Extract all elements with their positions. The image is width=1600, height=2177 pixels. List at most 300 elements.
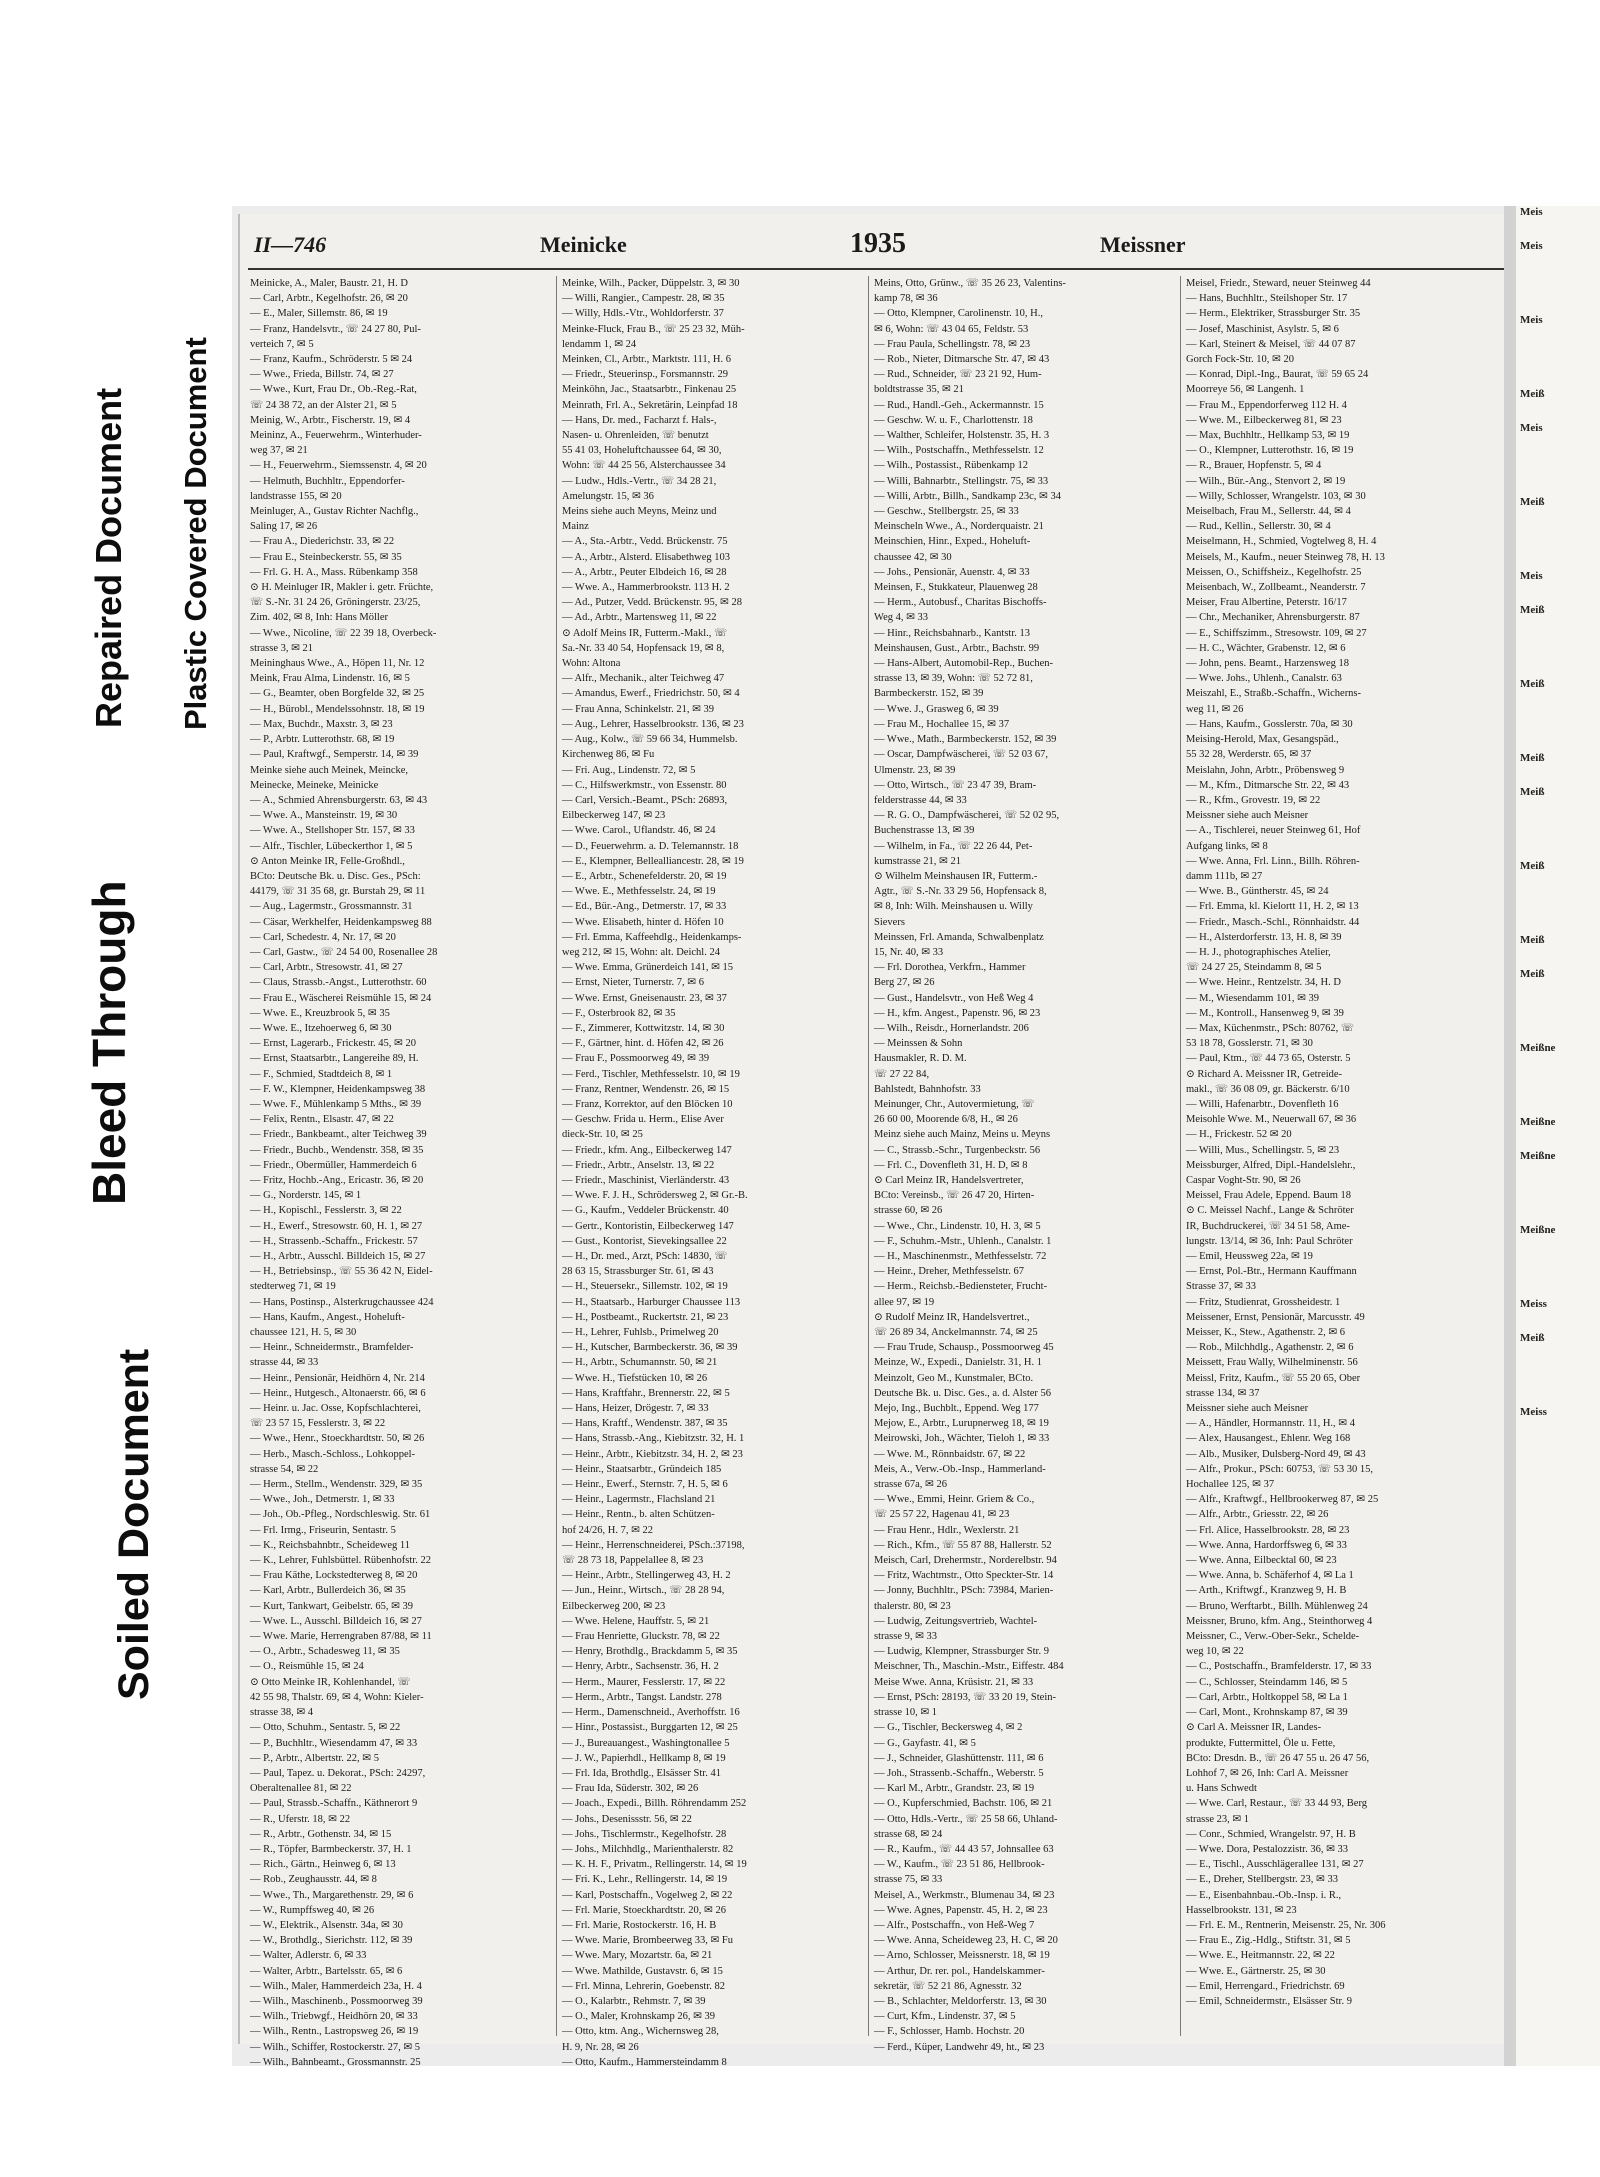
directory-entry: — K., Lehrer, Fuhlsbüttel. Rübenhofstr. 22 bbox=[250, 1555, 431, 1567]
directory-entry: Meinken, Cl., Arbtr., Marktstr. 111, H. 6 bbox=[562, 354, 731, 366]
directory-entry: Hasselbrookstr. 131, ✉ 23 bbox=[1186, 1904, 1297, 1916]
directory-entry: — O., Reismühle 15, ✉ 24 bbox=[250, 1661, 364, 1673]
directory-entry: ☏ S.-Nr. 31 24 26, Gröningerstr. 23/25, bbox=[250, 597, 421, 609]
directory-entry: strasse 13, ✉ 39, Wohn: ☏ 52 72 81, bbox=[874, 673, 1033, 685]
directory-entry: — Heinr., Ewerf., Sternstr. 7, H. 5, ✉ 6 bbox=[562, 1479, 728, 1491]
directory-entry: — Johs., Milchhdlg., Marienthalerstr. 82 bbox=[562, 1843, 734, 1855]
column-divider bbox=[556, 276, 557, 2036]
directory-entry: Meiselbach, Frau M., Sellerstr. 44, ✉ 4 bbox=[1186, 506, 1351, 518]
directory-entry: — Rud., Handl.-Geh., Ackermannstr. 15 bbox=[874, 399, 1044, 411]
directory-entry: Meiselmann, H., Schmied, Vogtelweg 8, H. 4 bbox=[1186, 536, 1377, 548]
directory-entry: — A., Sta.-Arbtr., Vedd. Brückenstr. 75 bbox=[562, 536, 728, 548]
directory-entry: — Kurt, Tankwart, Geibelstr. 65, ✉ 39 bbox=[250, 1600, 414, 1612]
directory-entry: Meisels, M., Kaufm., neuer Steinweg 78, H. 13 bbox=[1186, 551, 1385, 563]
directory-entry: — H. J., photographisches Atelier, bbox=[1186, 946, 1331, 958]
directory-entry: — Otto, Hdls.-Vertr., ☏ 25 58 66, Uhland- bbox=[874, 1813, 1058, 1825]
header-rule bbox=[248, 268, 1504, 270]
directory-entry: — Alfr., Tischler, Lübeckerthor 1, ✉ 5 bbox=[250, 840, 413, 852]
directory-entry: — Paul, Strassb.-Schaffn., Käthnerort 9 bbox=[250, 1798, 418, 1810]
directory-entry: — Franz, Korrektor, auf den Blöcken 10 bbox=[562, 1098, 733, 1110]
directory-entry: Meisel, Friedr., Steward, neuer Steinweg 44 bbox=[1186, 278, 1371, 289]
directory-entry: — Wwe. E., Kreuzbrook 5, ✉ 35 bbox=[250, 1007, 390, 1019]
directory-entry: — Carl, Arbtr., Stresowstr. 41, ✉ 27 bbox=[250, 962, 403, 974]
directory-entry: Mejow, E., Arbtr., Lurupnerweg 18, ✉ 19 bbox=[874, 1418, 1049, 1430]
directory-entry: — Frl. C., Dovenfleth 31, H. D, ✉ 8 bbox=[874, 1159, 1028, 1171]
directory-entry: ☏ 24 38 72, an der Alster 21, ✉ 5 bbox=[250, 399, 397, 411]
directory-entry: — H., Betriebsinsp., ☏ 55 36 42 N, Eidel- bbox=[250, 1266, 433, 1278]
directory-entry: — Chr., Mechaniker, Ahrensburgerstr. 87 bbox=[1186, 612, 1360, 624]
directory-entry: — Wwe. Agnes, Papenstr. 45, H. 2, ✉ 23 bbox=[874, 1904, 1048, 1916]
directory-entry: — Heinr., Hutgesch., Altonaerstr. 66, ✉ 6 bbox=[250, 1387, 426, 1399]
directory-entry: — Alfr., Postschaffn., von Heß-Weg 7 bbox=[874, 1919, 1035, 1931]
directory-entry: — Hans, Kaufm., Gosslerstr. 70a, ✉ 30 bbox=[1186, 718, 1353, 730]
directory-entry: Wohn: Altona bbox=[562, 658, 621, 670]
directory-entry: — Ferd., Tischler, Methfesselstr. 10, ✉ 19 bbox=[562, 1068, 740, 1080]
directory-entry: — J., Bureauangest., Washingtonallee 5 bbox=[562, 1737, 730, 1749]
directory-entry: Kirchenweg 86, ✉ Fu bbox=[562, 749, 655, 761]
directory-entry: — Heinr. u. Jac. Osse, Kopfschlachterei, bbox=[250, 1403, 421, 1415]
directory-entry: Ulmenstr. 23, ✉ 39 bbox=[874, 764, 956, 776]
label-bleed-through: Bleed Through bbox=[83, 880, 135, 1205]
directory-entry: — F., Zimmerer, Kottwitzstr. 14, ✉ 30 bbox=[562, 1022, 725, 1034]
directory-entry: — W., Brothdlg., Sierichstr. 112, ✉ 39 bbox=[250, 1935, 413, 1947]
directory-entry: — R., Töpfer, Barmbeckerstr. 37, H. 1 bbox=[250, 1843, 412, 1855]
directory-entry: — Alfr., Mechanik., alter Teichweg 47 bbox=[562, 673, 725, 685]
directory-entry: — Frl. Marie, Rostockerstr. 16, H. B bbox=[562, 1919, 717, 1931]
directory-entry: — Konrad, Dipl.-Ing., Baurat, ☏ 59 65 24 bbox=[1186, 369, 1369, 381]
directory-entry: Meinze, W., Expedi., Danielstr. 31, H. 1 bbox=[874, 1357, 1042, 1369]
directory-entry: Amelungstr. 15, ✉ 36 bbox=[562, 490, 654, 502]
directory-entry: — Gertr., Kontoristin, Eilbeckerweg 147 bbox=[562, 1220, 734, 1232]
directory-entry: Meinshausen, Gust., Arbtr., Bachstr. 99 bbox=[874, 642, 1040, 654]
directory-entry: ☏ 25 57 22, Hagenau 41, ✉ 23 bbox=[874, 1509, 1010, 1521]
directory-entry: — H., Staatsarb., Harburger Chaussee 113 bbox=[562, 1296, 741, 1308]
directory-entry: — A., Arbtr., Alsterd. Elisabethweg 103 bbox=[562, 551, 730, 563]
directory-entry: — Wwe. Elisabeth, hinter d. Höfen 10 bbox=[562, 916, 724, 928]
directory-entry: — Carl, Mont., Krohnskamp 87, ✉ 39 bbox=[1186, 1707, 1348, 1719]
directory-entry: — Frau Käthe, Lockstedterweg 8, ✉ 20 bbox=[250, 1570, 418, 1582]
directory-entry: — H., Maschinenmstr., Methfesselstr. 72 bbox=[874, 1251, 1047, 1262]
directory-entry: Meinssen, Frl. Amanda, Schwalbenplatz bbox=[874, 931, 1044, 943]
directory-entry: Wohn: ☏ 44 25 56, Alsterchaussee 34 bbox=[562, 460, 726, 472]
directory-entry: — Wwe., Joh., Detmerstr. 1, ✉ 33 bbox=[250, 1494, 395, 1506]
directory-entry: thalerstr. 80, ✉ 23 bbox=[874, 1600, 951, 1612]
directory-entry: — Herm., Autobusf., Charitas Bischoffs- bbox=[874, 597, 1047, 609]
directory-entry: — H., Strassenb.-Schaffn., Frickestr. 57 bbox=[250, 1235, 418, 1247]
directory-entry: — Frau E., Steinbeckerstr. 55, ✉ 35 bbox=[250, 551, 402, 563]
directory-entry: verteich 7, ✉ 5 bbox=[250, 338, 314, 350]
directory-entry: — Fri. Aug., Lindenstr. 72, ✉ 5 bbox=[562, 764, 696, 776]
directory-entry: — H., Frickestr. 52 ✉ 20 bbox=[1186, 1129, 1292, 1141]
directory-entry: — Ad., Putzer, Vedd. Brückenstr. 95, ✉ 28 bbox=[562, 597, 742, 609]
directory-entry: H. 9, Nr. 28, ✉ 26 bbox=[562, 2041, 639, 2053]
directory-entry: Meisser, K., Stew., Agathenstr. 2, ✉ 6 bbox=[1186, 1327, 1346, 1339]
adjacent-page-fragment: Meißne bbox=[1520, 1042, 1556, 1054]
directory-entry: — Wilh., Bahnbeamt., Grossmannstr. 25 bbox=[250, 2056, 421, 2068]
directory-entry: ✉ 8, Inh: Wilh. Meinshausen u. Willy bbox=[874, 901, 1033, 913]
directory-entry: — Hans, Kraftf., Wendenstr. 387, ✉ 35 bbox=[562, 1418, 728, 1430]
directory-entry: Meissett, Frau Wally, Wilhelminenstr. 56 bbox=[1186, 1357, 1358, 1369]
directory-entry: — Herm., Reichsb.-Bediensteter, Frucht- bbox=[874, 1281, 1048, 1293]
directory-entry: — Friedr., Buchb., Wendenstr. 358, ✉ 35 bbox=[250, 1144, 424, 1156]
directory-entry: — Frl. Irmg., Friseurin, Sentastr. 5 bbox=[250, 1524, 396, 1536]
directory-entry: — Max, Küchenmstr., PSch: 80762, ☏ bbox=[1186, 1022, 1354, 1034]
directory-entry: — Wwe. Heinr., Rentzelstr. 34, H. D bbox=[1186, 977, 1341, 989]
directory-entry: — Wwe. B., Güntherstr. 45, ✉ 24 bbox=[1186, 886, 1329, 898]
adjacent-page-fragment: Meiß bbox=[1520, 934, 1545, 946]
directory-entry: Meissen, O., Schiffsheiz., Kegelhofstr. 25 bbox=[1186, 566, 1362, 578]
adjacent-page-fragment: Meiß bbox=[1520, 786, 1545, 798]
directory-entry: — O., Arbtr., Schadesweg 11, ✉ 35 bbox=[250, 1646, 400, 1658]
directory-entry: — M., Kfm., Ditmarsche Str. 22, ✉ 43 bbox=[1186, 779, 1350, 791]
directory-entry: 28 63 15, Strassburger Str. 61, ✉ 43 bbox=[562, 1266, 714, 1278]
directory-entry: weg 212, ✉ 15, Wohn: alt. Deichl. 24 bbox=[562, 946, 720, 958]
directory-entry: — J., Schneider, Glashüttenstr. 111, ✉ 6 bbox=[874, 1752, 1044, 1764]
directory-entry: — Wilh., Maschinenb., Possmoorweg 39 bbox=[250, 1995, 423, 2007]
directory-entry: strasse 38, ✉ 4 bbox=[250, 1707, 314, 1719]
directory-entry: — Friedr., Maschinist, Vierländerstr. 43 bbox=[562, 1174, 730, 1186]
directory-entry: Berg 27, ✉ 26 bbox=[874, 977, 935, 989]
directory-entry: — Wwe., Emmi, Heinr. Griem & Co., bbox=[874, 1494, 1035, 1506]
directory-column-3 bbox=[874, 276, 1176, 2053]
directory-entry: Meinzolt, Geo M., Kunstmaler, BCto. bbox=[874, 1372, 1034, 1384]
directory-entry: strasse 134, ✉ 37 bbox=[1186, 1387, 1260, 1399]
directory-page bbox=[238, 214, 1506, 2068]
adjacent-page-fragment: Meiß bbox=[1520, 388, 1545, 400]
directory-entry: Hausmakler, R. D. M. bbox=[874, 1053, 967, 1065]
directory-entry: — Frau A., Diederichstr. 33, ✉ 22 bbox=[250, 536, 395, 548]
directory-entry: 15, Nr. 40, ✉ 33 bbox=[874, 946, 944, 958]
directory-entry: — W., Kaufm., ☏ 23 51 86, Hellbrook- bbox=[874, 1859, 1045, 1871]
directory-entry: Meisch, Carl, Drehermstr., Norderelbstr. 94 bbox=[874, 1555, 1057, 1567]
directory-entry: — Heinr., Arbtr., Stellingerweg 43, H. 2 bbox=[562, 1570, 731, 1582]
directory-entry: produkte, Futtermittel, Öle u. Fette, bbox=[1186, 1737, 1336, 1749]
directory-entry: — H., kfm. Angest., Papenstr. 96, ✉ 23 bbox=[874, 1007, 1041, 1019]
directory-entry: — Franz, Rentner, Wendenstr. 26, ✉ 15 bbox=[562, 1083, 730, 1095]
directory-entry: — Wwe. Dora, Pestalozzistr. 36, ✉ 33 bbox=[1186, 1843, 1348, 1855]
directory-entry: — Geschw. Frida u. Herm., Elise Aver bbox=[562, 1114, 724, 1126]
directory-entry: — Wwe. Anna, Scheideweg 23, H. C, ✉ 20 bbox=[874, 1935, 1058, 1947]
directory-entry: — Wwe. E., Itzehoerweg 6, ✉ 30 bbox=[250, 1022, 392, 1034]
directory-entry: — Friedr., Steuerinsp., Forsmannstr. 29 bbox=[562, 369, 728, 381]
directory-entry: ☏ 26 89 34, Anckelmannstr. 74, ✉ 25 bbox=[874, 1327, 1038, 1339]
directory-entry: — Hans, Dr. med., Facharzt f. Hals-, bbox=[562, 414, 717, 426]
directory-entry: — Fritz, Hochb.-Ang., Ericastr. 36, ✉ 20 bbox=[250, 1174, 424, 1186]
directory-entry: — O., Kalarbtr., Rehmstr. 7, ✉ 39 bbox=[562, 1995, 706, 2007]
directory-entry: — Wwe. A., Mansteinstr. 19, ✉ 30 bbox=[250, 810, 398, 822]
directory-entry: — H., Bürobl., Mendelssohnstr. 18, ✉ 19 bbox=[250, 703, 425, 715]
directory-entry: ⊙ H. Meinluger IR, Makler i. getr. Früchte, bbox=[250, 582, 434, 594]
directory-entry: Mainz bbox=[562, 521, 589, 533]
directory-entry: ☏ 28 73 18, Pappelallee 8, ✉ 23 bbox=[562, 1555, 704, 1567]
adjacent-page-fragment: Meiß bbox=[1520, 678, 1545, 690]
directory-entry: Meissburger, Alfred, Dipl.-Handelslehr., bbox=[1186, 1159, 1356, 1171]
directory-entry: ⊙ Carl A. Meissner IR, Landes- bbox=[1186, 1722, 1322, 1734]
directory-entry: — Willi, Mus., Schellingstr. 5, ✉ 23 bbox=[1186, 1144, 1340, 1156]
directory-entry: weg 11, ✉ 26 bbox=[1186, 703, 1244, 715]
directory-entry: — R., Kfm., Grovestr. 19, ✉ 22 bbox=[1186, 794, 1321, 806]
directory-entry: Meinke-Fluck, Frau B., ☏ 25 23 32, Müh- bbox=[562, 323, 745, 335]
directory-entry: — Wwe. F. J. H., Schrödersweg 2, ✉ Gr.-B. bbox=[562, 1190, 748, 1202]
directory-entry: — Willi, Rangier., Campestr. 28, ✉ 35 bbox=[562, 293, 725, 305]
directory-entry: Meislahn, John, Arbtr., Pröbensweg 9 bbox=[1186, 764, 1345, 776]
directory-entry: — Hinr., Reichsbahnarb., Kantstr. 13 bbox=[874, 627, 1031, 639]
directory-entry: — Carl, Arbtr., Holtkoppel 58, ✉ La 1 bbox=[1186, 1691, 1348, 1703]
directory-entry: strasse 10, ✉ 1 bbox=[874, 1707, 938, 1719]
directory-entry: — Wilh., Maler, Hammerdeich 23a, H. 4 bbox=[250, 1980, 422, 1992]
directory-entry: — Hans, Kaufm., Angest., Hoheluft- bbox=[250, 1311, 405, 1323]
page-number: II—746 bbox=[254, 232, 327, 257]
directory-entry: — H., Postbeamt., Ruckertstr. 21, ✉ 23 bbox=[562, 1311, 729, 1323]
directory-entry: — Helmuth, Buchhltr., Eppendorfer- bbox=[250, 475, 405, 487]
column-divider bbox=[1180, 276, 1181, 2036]
directory-entry: — Frau Henr., Hdlr., Wexlerstr. 21 bbox=[874, 1524, 1020, 1536]
directory-entry: Meins siehe auch Meyns, Meinz und bbox=[562, 506, 717, 518]
directory-entry: — H., Feuerwehrm., Siemssenstr. 4, ✉ 20 bbox=[250, 460, 427, 472]
adjacent-page-fragment: Meiß bbox=[1520, 604, 1545, 616]
directory-entry: — Friedr., Obermüller, Hammerdeich 6 bbox=[250, 1159, 417, 1171]
adjacent-page-fragment: Meiß bbox=[1520, 1332, 1545, 1344]
directory-entry: — Heinr., Rentn., b. alten Schützen- bbox=[562, 1509, 715, 1521]
directory-entry: — Wwe. Marie, Brombeerweg 33, ✉ Fu bbox=[562, 1935, 734, 1947]
directory-entry: — Heinr., Schneidermstr., Bramfelder- bbox=[250, 1342, 414, 1354]
adjacent-page-fragment: Meis bbox=[1520, 240, 1543, 252]
directory-entry: Meising-Herold, Max, Gesangspäd., bbox=[1186, 734, 1339, 746]
directory-entry: ⊙ Rudolf Meinz IR, Handelsvertret., bbox=[874, 1311, 1030, 1323]
directory-entry: — Frau F., Possmoorweg 49, ✉ 39 bbox=[562, 1053, 710, 1065]
directory-entry: — Herb., Masch.-Schloss., Lohkoppel- bbox=[250, 1448, 416, 1460]
directory-entry: ☏ 27 22 84, bbox=[874, 1068, 930, 1080]
directory-entry: — Joh., Strassenb.-Schaffn., Weberstr. 5 bbox=[874, 1767, 1044, 1779]
directory-entry: — Hans, Postinsp., Alsterkrugchaussee 424 bbox=[250, 1296, 434, 1308]
directory-entry: — Wwe. Mathilde, Gustavstr. 6, ✉ 15 bbox=[562, 1965, 723, 1977]
directory-entry: strasse 75, ✉ 33 bbox=[874, 1874, 943, 1886]
directory-entry: — Arno, Schlosser, Meissnerstr. 18, ✉ 19 bbox=[874, 1950, 1050, 1962]
directory-entry: — H., Arbtr., Schumannstr. 50, ✉ 21 bbox=[562, 1357, 718, 1369]
directory-entry: Weg 4, ✉ 33 bbox=[874, 612, 929, 624]
directory-entry: — Hans-Albert, Automobil-Rep., Buchen- bbox=[874, 658, 1054, 670]
directory-entry: makl., ☏ 36 08 09, gr. Bäckerstr. 6/10 bbox=[1186, 1083, 1350, 1095]
directory-entry: weg 10, ✉ 22 bbox=[1186, 1646, 1244, 1658]
directory-entry: — Frau M., Eppendorferweg 112 H. 4 bbox=[1186, 399, 1347, 411]
directory-entry: stedterweg 71, ✉ 19 bbox=[250, 1281, 336, 1293]
directory-entry: — Otto, Kaufm., Hammersteindamm 8 bbox=[562, 2056, 727, 2068]
directory-entry: — Wwe., Henr., Stoeckhardtstr. 50, ✉ 26 bbox=[250, 1433, 425, 1445]
directory-entry: Barmbeckerstr. 152, ✉ 39 bbox=[874, 688, 984, 700]
directory-entry: — Walter, Adlerstr. 6, ✉ 33 bbox=[250, 1950, 367, 1962]
directory-entry: — A., Arbtr., Peuter Elbdeich 16, ✉ 28 bbox=[562, 566, 727, 578]
directory-entry: — Wwe. Helene, Hauffstr. 5, ✉ 21 bbox=[562, 1615, 710, 1627]
directory-entry: Caspar Voght-Str. 90, ✉ 26 bbox=[1186, 1174, 1301, 1186]
directory-entry: — Heinr., Pensionär, Heidhörn 4, Nr. 214 bbox=[250, 1372, 425, 1384]
label-plastic-covered-document: Plastic Covered Document bbox=[178, 337, 213, 730]
directory-entry: — Ferd., Küper, Landwehr 49, ht., ✉ 23 bbox=[874, 2041, 1045, 2053]
directory-entry: Gorch Fock-Str. 10, ✉ 20 bbox=[1186, 354, 1294, 366]
directory-entry: lungstr. 13/14, ✉ 36, Inh: Paul Schröter bbox=[1186, 1235, 1353, 1247]
directory-entry: 55 41 03, Hoheluftchaussee 64, ✉ 30, bbox=[562, 445, 722, 457]
directory-entry: — Alfr., Prokur., PSch: 60753, ☏ 53 30 15, bbox=[1186, 1463, 1373, 1475]
directory-entry: — Arth., Kriftwgf., Kranzweg 9, H. B bbox=[1186, 1585, 1347, 1597]
directory-entry: ⊙ C. Meissel Nachf., Lange & Schröter bbox=[1186, 1205, 1354, 1217]
label-soiled-document: Soiled Document bbox=[110, 1348, 158, 1700]
directory-entry: — Wwe., Kurt, Frau Dr., Ob.-Reg.-Rat, bbox=[250, 384, 417, 396]
adjacent-page-fragment: Meis bbox=[1520, 570, 1543, 582]
directory-entry: Saling 17, ✉ 26 bbox=[250, 521, 318, 533]
directory-entry: Meisenbach, W., Zollbeamt., Neanderstr. 7 bbox=[1186, 582, 1366, 594]
directory-entry: — E., Schiffszimm., Stresowstr. 109, ✉ 27 bbox=[1186, 627, 1367, 639]
directory-entry: — Alfr., Kraftwgf., Hellbrookerweg 87, ✉ 25 bbox=[1186, 1494, 1379, 1506]
directory-entry: — Wwe. Anna, Frl. Linn., Billh. Röhren- bbox=[1186, 855, 1360, 867]
directory-entry: — Wilhelm, in Fa., ☏ 22 26 44, Pet- bbox=[874, 840, 1033, 852]
directory-entry: — H., Alsterdorferstr. 13, H. 8, ✉ 39 bbox=[1186, 931, 1342, 943]
directory-entry: — C., Strassb.-Schr., Turgenbeckstr. 56 bbox=[874, 1144, 1041, 1156]
directory-entry: 55 32 28, Werderstr. 65, ✉ 37 bbox=[1186, 749, 1312, 761]
directory-entry: — Wwe. Ernst, Gneisenaustr. 23, ✉ 37 bbox=[562, 992, 727, 1004]
directory-entry: — Hans, Buchhltr., Steilshoper Str. 17 bbox=[1186, 293, 1348, 305]
directory-entry: — Emil, Schneidermstr., Elsässer Str. 9 bbox=[1186, 1995, 1352, 2007]
directory-entry: ⊙ Adolf Meins IR, Futterm.-Makl., ☏ bbox=[562, 627, 728, 639]
directory-entry: — Wwe., Chr., Lindenstr. 10, H. 3, ✉ 5 bbox=[874, 1220, 1041, 1232]
directory-entry: — R., Brauer, Hopfenstr. 5, ✉ 4 bbox=[1186, 460, 1322, 472]
directory-entry: Meisel, A., Werkmstr., Blumenau 34, ✉ 23 bbox=[874, 1889, 1055, 1901]
directory-entry: — M., Wiesendamm 101, ✉ 39 bbox=[1186, 992, 1320, 1004]
directory-entry: — E., Klempner, Bellealliancestr. 28, ✉ 19 bbox=[562, 855, 744, 867]
directory-entry: — Karl M., Arbtr., Grandstr. 23, ✉ 19 bbox=[874, 1783, 1035, 1795]
directory-entry: Meirowski, Joh., Wächter, Tieloh 1, ✉ 33 bbox=[874, 1433, 1050, 1445]
directory-entry: Meissl, Fritz, Kaufm., ☏ 55 20 65, Ober bbox=[1186, 1372, 1361, 1384]
label-repaired-document: Repaired Document bbox=[88, 387, 129, 728]
directory-entry: — Ernst, PSch: 28193, ☏ 33 20 19, Stein- bbox=[874, 1691, 1057, 1703]
header-last-name: Meissner bbox=[1100, 232, 1186, 257]
directory-entry: — Willy, Hdls.-Vtr., Wohldorferstr. 37 bbox=[562, 308, 724, 320]
directory-entry: — Wilh., Bür.-Ang., Stenvort 2, ✉ 19 bbox=[1186, 475, 1346, 487]
directory-entry: Lohhof 7, ✉ 26, Inh: Carl A. Meissner bbox=[1186, 1767, 1349, 1779]
directory-entry: — Wilh., Postschaffn., Methfesselstr. 12 bbox=[874, 445, 1044, 457]
directory-entry: — F., Gärtner, hint. d. Höfen 42, ✉ 26 bbox=[562, 1038, 724, 1050]
directory-entry: — Max, Buchhltr., Hellkamp 53, ✉ 19 bbox=[1186, 430, 1350, 442]
directory-entry: Meink, Frau Alma, Lindenstr. 16, ✉ 5 bbox=[250, 673, 410, 685]
directory-entry: — Rob., Nieter, Ditmarsche Str. 47, ✉ 43 bbox=[874, 354, 1050, 366]
directory-entry: — C., Schlosser, Steindamm 146, ✉ 5 bbox=[1186, 1676, 1348, 1688]
directory-entry: kumstrasse 21, ✉ 21 bbox=[874, 855, 961, 867]
directory-entry: Meissner siehe auch Meisner bbox=[1186, 810, 1309, 822]
directory-column-1 bbox=[250, 276, 552, 2068]
directory-entry: — Claus, Strassb.-Angst., Lutterothstr. 60 bbox=[250, 977, 427, 989]
directory-entry: — E., Eisenbahnbau.-Ob.-Insp. i. R., bbox=[1186, 1889, 1342, 1901]
directory-entry: — Willi, Bahnarbtr., Stellingstr. 75, ✉ 33 bbox=[874, 475, 1049, 487]
directory-entry: strasse 23, ✉ 1 bbox=[1186, 1813, 1250, 1825]
directory-entry: ⊙ Carl Meinz IR, Handelsvertreter, bbox=[874, 1174, 1024, 1186]
directory-entry: — Wwe. M., Rönnbaidstr. 67, ✉ 22 bbox=[874, 1448, 1026, 1460]
directory-entry: — Rud., Kellin., Sellerstr. 30, ✉ 4 bbox=[1186, 521, 1331, 533]
directory-entry: strasse 9, ✉ 33 bbox=[874, 1631, 938, 1643]
directory-entry: Meissener, Ernst, Pensionär, Marcusstr. 49 bbox=[1186, 1311, 1365, 1323]
directory-entry: — Rob., Zeughausstr. 44, ✉ 8 bbox=[250, 1874, 377, 1886]
directory-entry: strasse 67a, ✉ 26 bbox=[874, 1479, 947, 1491]
header-year: 1935 bbox=[850, 228, 906, 259]
directory-entry: strasse 54, ✉ 22 bbox=[250, 1463, 319, 1475]
directory-entry: Buchenstrasse 13, ✉ 39 bbox=[874, 825, 975, 837]
scanned-document bbox=[232, 206, 1600, 2066]
directory-entry: — E., Dreher, Stellbergstr. 23, ✉ 33 bbox=[1186, 1874, 1338, 1886]
directory-entry: — Wwe. E., Methfesselstr. 24, ✉ 19 bbox=[562, 886, 716, 898]
directory-entry: Strasse 37, ✉ 33 bbox=[1186, 1281, 1257, 1293]
adjacent-page-fragment: Meißne bbox=[1520, 1116, 1556, 1128]
directory-entry: — Wwe. Mary, Mozartstr. 6a, ✉ 21 bbox=[562, 1950, 713, 1962]
directory-entry: Meinluger, A., Gustav Richter Nachflg., bbox=[250, 506, 419, 518]
directory-entry: — Walter, Arbtr., Bartelsstr. 65, ✉ 6 bbox=[250, 1965, 403, 1977]
directory-entry: u. Hans Schwedt bbox=[1186, 1783, 1257, 1795]
directory-entry: Meissner, C., Verw.-Ober-Sekr., Schelde- bbox=[1186, 1631, 1360, 1643]
directory-entry: — Emil, Heussweg 22a, ✉ 19 bbox=[1186, 1251, 1313, 1262]
directory-entry: — Carl, Arbtr., Kegelhofstr. 26, ✉ 20 bbox=[250, 293, 408, 305]
directory-entry: dieck-Str. 10, ✉ 25 bbox=[562, 1129, 643, 1141]
directory-entry: Nasen- u. Ohrenleiden, ☏ benutzt bbox=[562, 430, 709, 442]
directory-entry: — C., Postschaffn., Bramfelderstr. 17, ✉ 33 bbox=[1186, 1661, 1372, 1673]
directory-entry: — Ad., Arbtr., Martensweg 11, ✉ 22 bbox=[562, 612, 717, 624]
directory-entry: BCto: Deutsche Bk. u. Disc. Ges., PSch: bbox=[250, 870, 421, 882]
directory-entry: — John, pens. Beamt., Harzensweg 18 bbox=[1186, 658, 1350, 670]
directory-entry: — F. W., Klempner, Heidenkampsweg 38 bbox=[250, 1083, 426, 1095]
directory-entry: Mejo, Ing., Buchblt., Eppend. Weg 177 bbox=[874, 1403, 1039, 1415]
directory-entry: boldtstrasse 35, ✉ 21 bbox=[874, 384, 964, 396]
directory-entry: Meininghaus Wwe., A., Höpen 11, Nr. 12 bbox=[250, 658, 425, 670]
directory-entry: — H., Kopischl., Fesslerstr. 3, ✉ 22 bbox=[250, 1205, 402, 1217]
column-divider bbox=[868, 276, 869, 2036]
directory-entry: Meinrath, Frl. A., Sekretärin, Leinpfad 18 bbox=[562, 399, 738, 411]
directory-entry: — Paul, Ktm., ☏ 44 73 65, Osterstr. 5 bbox=[1186, 1053, 1351, 1065]
directory-entry: — H. C., Wächter, Grabenstr. 12, ✉ 6 bbox=[1186, 642, 1346, 654]
directory-entry: allee 97, ✉ 19 bbox=[874, 1296, 935, 1308]
directory-entry: — Gust., Handelsvtr., von Heß Weg 4 bbox=[874, 992, 1034, 1004]
directory-entry: — Frl. Marie, Stoeckhardtstr. 20, ✉ 26 bbox=[562, 1904, 726, 1916]
directory-entry: — Emil, Herrengard., Friedrichstr. 69 bbox=[1186, 1980, 1345, 1992]
directory-entry: ⊙ Wilhelm Meinshausen IR, Futterm.- bbox=[874, 870, 1038, 882]
directory-entry: — Willi, Arbtr., Billh., Sandkamp 23c, ✉ 34 bbox=[874, 490, 1061, 502]
directory-entry: — Wwe. Carol., Uflandstr. 46, ✉ 24 bbox=[562, 825, 716, 837]
directory-entry: — Wwe. E., Heitmannstr. 22, ✉ 22 bbox=[1186, 1950, 1335, 1962]
directory-entry: Meinsen, F., Stukkateur, Plauenweg 28 bbox=[874, 582, 1038, 594]
adjacent-page-fragment: Meiß bbox=[1520, 860, 1545, 872]
directory-entry: — Karl, Steinert & Meisel, ☏ 44 07 87 bbox=[1186, 338, 1356, 350]
directory-entry: — Carl, Schedestr. 4, Nr. 17, ✉ 20 bbox=[250, 931, 396, 943]
directory-entry: — Fritz, Studienrat, Grossheidestr. 1 bbox=[1186, 1296, 1341, 1308]
directory-entry: — Hans, Kraftfahr., Brennerstr. 22, ✉ 5 bbox=[562, 1387, 730, 1399]
directory-entry: — R., Uferstr. 18, ✉ 22 bbox=[250, 1813, 351, 1825]
directory-entry: — Heinr., Arbtr., Kiebitzstr. 34, H. 2, ✉ 23 bbox=[562, 1448, 743, 1460]
directory-entry: — Friedr., kfm. Ang., Eilbeckerweg 147 bbox=[562, 1144, 732, 1156]
directory-entry: — Frl. Minna, Lehrerin, Goebenstr. 82 bbox=[562, 1980, 726, 1992]
directory-entry: — Willy, Schlosser, Wrangelstr. 103, ✉ 30 bbox=[1186, 490, 1366, 502]
directory-entry: — Fri. K., Lehr., Rellingerstr. 14, ✉ 19 bbox=[562, 1874, 728, 1886]
directory-entry: — G., Beamter, oben Borgfelde 32, ✉ 25 bbox=[250, 688, 425, 700]
directory-entry: — Geschw. W. u. F., Charlottenstr. 18 bbox=[874, 414, 1033, 426]
directory-entry: — Heinr., Staatsarbtr., Gründeich 185 bbox=[562, 1463, 722, 1475]
directory-entry: sekretär, ☏ 52 21 86, Agnesstr. 32 bbox=[874, 1980, 1022, 1992]
directory-entry: — H., Ewerf., Stresowstr. 60, H. 1, ✉ 27 bbox=[250, 1220, 423, 1232]
directory-entry: — Ernst, Staatsarbtr., Langereihe 89, H. bbox=[250, 1053, 419, 1065]
directory-entry: — B., Schlachter, Meldorferstr. 13, ✉ 30 bbox=[874, 1995, 1047, 2007]
directory-entry: 44179, ☏ 31 35 68, gr. Burstah 29, ✉ 11 bbox=[250, 886, 426, 898]
directory-entry: — Otto, ktm. Ang., Wichernsweg 28, bbox=[562, 2026, 719, 2038]
directory-entry: 53 18 78, Gosslerstr. 71, ✉ 30 bbox=[1186, 1038, 1313, 1050]
directory-entry: — Gust., Kontorist, Sievekingsallee 22 bbox=[562, 1235, 727, 1247]
directory-entry: — Josef, Maschinist, Asylstr. 5, ✉ 6 bbox=[1186, 323, 1339, 335]
directory-entry: ✉ 6, Wohn: ☏ 43 04 65, Feldstr. 53 bbox=[874, 323, 1029, 335]
directory-entry: — Frl. Emma, kl. Kielortt 11, H. 2, ✉ 13 bbox=[1186, 901, 1359, 913]
adjacent-page-fragment: Meiss bbox=[1520, 1298, 1547, 1310]
directory-entry: — O., Maler, Krohnskamp 26, ✉ 39 bbox=[562, 2011, 716, 2023]
